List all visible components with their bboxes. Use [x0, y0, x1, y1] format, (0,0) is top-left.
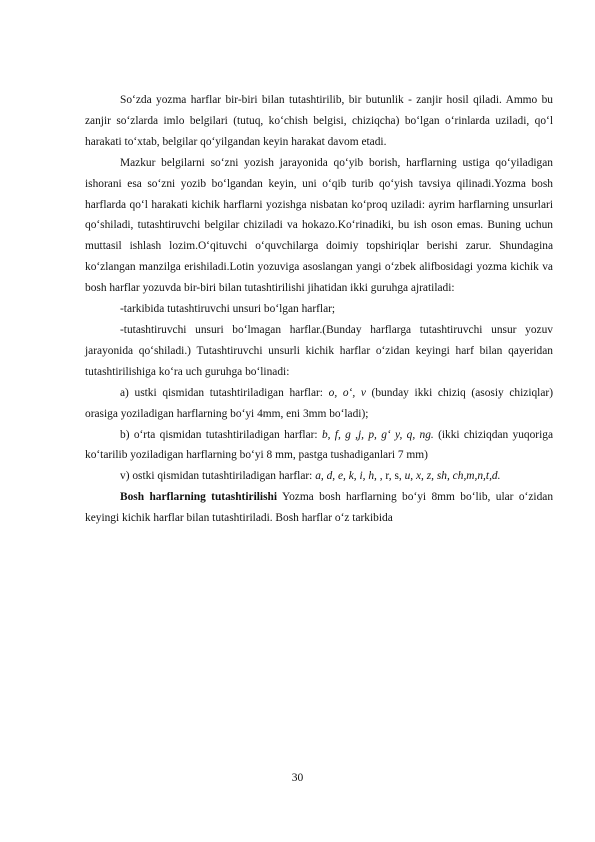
text-run: Mazkur belgilarni so‘zni yozish jarayonida qo‘yib borish, harflarning ustiga qo‘yiladigan ishorani esa so‘zni yozib bo‘lgandan keyin, uni o‘qib turib qo‘yish tavsiya qilinadi.Yozma bosh harflarda qo‘l harakati kichik harflarni yozishga nisbatan ko‘proq uziladi: ayrim harflarning unsurlari qo‘shiladi, tutashtiruvchi belgilar chiziladi va hokazo.Ko‘rinadiki, bu ish oson emas. Buning uchun muttasil ishlash lozim.O‘qituvchi o‘quvchilarga doimiy topshiriqlar berishi zarur. Shundagina ko‘zlangan manzilga erishiladi.Lotin yozuviga asoslangan yangi o‘zbek alifbosidagi yozma kichik va bosh harflar yozuvda bir-biri bilan tutashtirilishi jihatidan ikki guruhga ajratiladi:	[85, 156, 553, 295]
text-run: Yozma bosh harflarning bo‘yi 8mm bo‘lib, ular o‘zidan keyingi kichik harflar bilan tutashtiriladi. Bosh harflar o‘z tarkibida	[85, 491, 554, 525]
italic-letters: b, f, g ,j, p, g‘ y, q, ng.	[321, 428, 434, 441]
text-run: (ikki chiziqdan yuqoriga ko‘tarilib yoziladigan harflarning bo‘yi 8 mm, pastga tushadiganlari 7 mm)	[85, 428, 554, 462]
italic-letters: o, o‘, v	[328, 386, 366, 399]
section-heading: Bosh harflarning tutashtirilishi	[120, 491, 278, 504]
list-item-tutashtiruvchi-unsurli	[85, 299, 553, 320]
page-body-text	[85, 90, 553, 529]
text-run: v) ostki qismidan tutashtiriladigan harflar:	[120, 470, 316, 483]
page-number: 30	[291, 772, 304, 784]
list-item-ostki-qism	[85, 466, 553, 487]
paragraph-belgilar	[85, 153, 553, 299]
list-item-tutashtiruvchi-unsursiz	[85, 320, 553, 383]
text-run: -tarkibida tutashtiruvchi unsuri bo‘lgan harflar;	[120, 303, 336, 316]
text-run: , r, s,	[379, 470, 405, 483]
text-run: So‘zda yozma harflar bir-biri bilan tutashtirilib, bir butunlik - zanjir hosil qiladi. Ammo bu zanjir so‘zlarda imlo belgilari (tutuq, ko‘chish belgisi, chiziqcha) bo‘lgan o‘rinlarda uziladi, qo‘l harakati to‘xtab, belgilar qo‘yilgandan keyin harakat davom etadi.	[85, 94, 553, 148]
italic-letters: u, x, z, sh, ch,m,n,t,d.	[404, 470, 501, 483]
italic-letters: a, d, e, k, i, h,	[315, 470, 380, 483]
text-run: b) o‘rta qismidan tutashtiriladigan harflar:	[120, 428, 322, 441]
text-run: (bunday ikki chiziq (asosiy chiziqlar) orasiga yoziladigan harflarning bo‘yi 4mm, eni 3mm bo‘ladi);	[85, 386, 553, 420]
text-run: a) ustki qismidan tutashtiriladigan harflar:	[120, 386, 329, 399]
list-item-ustki-qism	[85, 383, 553, 425]
paragraph-zanjir	[85, 90, 553, 153]
list-item-orta-qism	[85, 425, 553, 467]
paragraph-bosh-harflar	[85, 487, 553, 529]
text-run: -tutashtiruvchi unsuri bo‘lmagan harflar.(Bunday harflarga tutashtiruvchi unsur yozuv jarayonida qo‘shiladi.) Tutashtiruvchi unsurli kichik harflar o‘zidan keyingi harf bilan qayeridan tutashtirilishiga ko‘ra uch guruhga bo‘linadi:	[85, 323, 553, 378]
